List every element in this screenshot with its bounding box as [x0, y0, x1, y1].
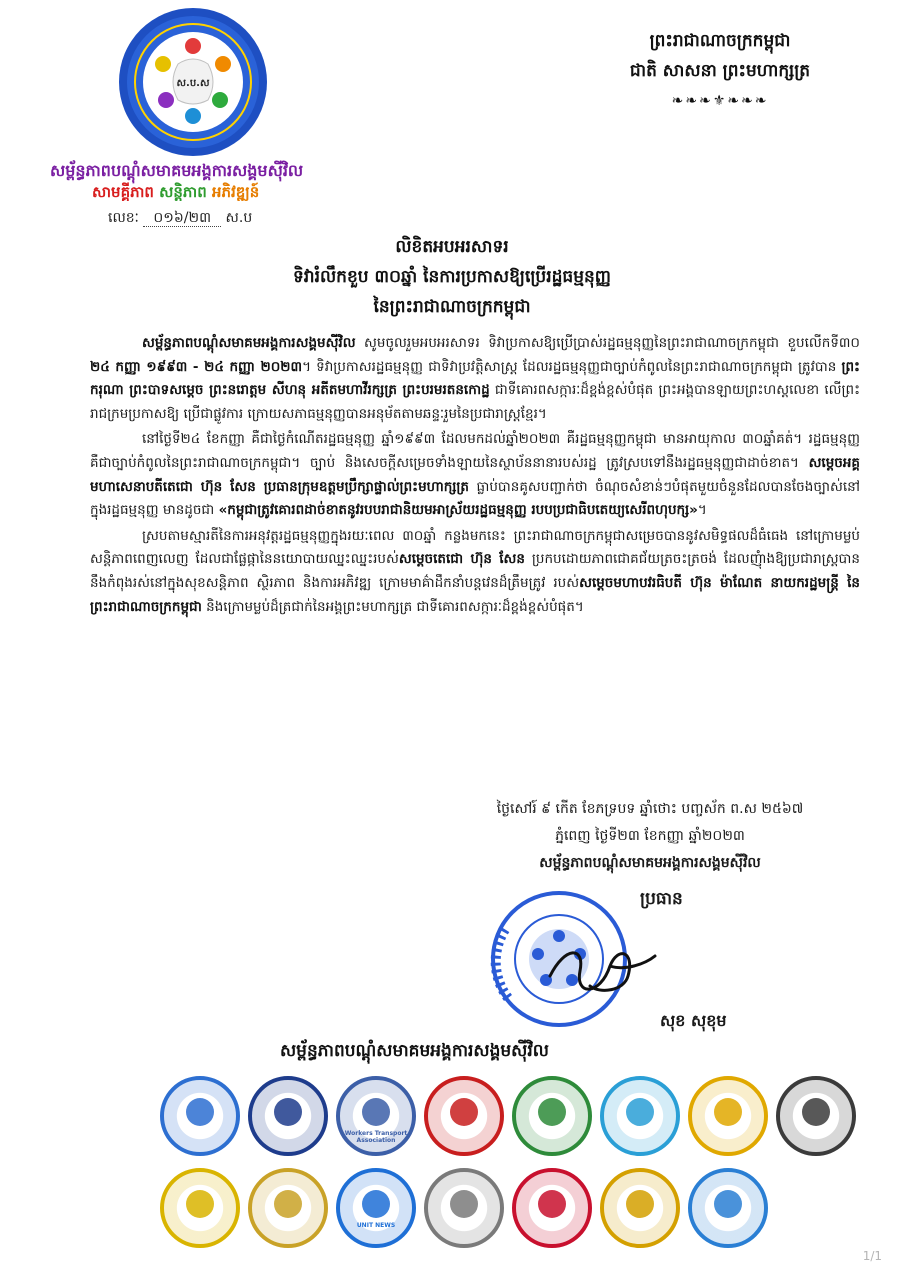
- member-logo-emblem: [274, 1190, 302, 1218]
- paragraph-2: [90, 428, 860, 522]
- text-run: និងក្រោមម្លប់ដ៏ត្រជាក់នៃអង្គព្រះមហាក្សត្រ ជាទីគោរពសក្ការៈដ៏ខ្ពង់ខ្ពស់បំផុត។: [201, 598, 584, 615]
- date-block: [450, 796, 850, 877]
- member-org-logo: [248, 1168, 328, 1248]
- member-org-logo: [600, 1168, 680, 1248]
- member-logo-emblem: [450, 1190, 478, 1218]
- bold-dates: ២៤ កញ្ញា ១៩៩៣ - ២៤ កញ្ញា ២០២៣: [90, 358, 303, 375]
- member-org-logo: [336, 1168, 416, 1248]
- member-logo-emblem: [626, 1190, 654, 1218]
- letter-title: [120, 232, 784, 322]
- member-logo-emblem: [626, 1098, 654, 1126]
- text-run: នៅថ្ងៃទី២៤ ខែកញ្ញា គឺជាថ្ងៃកំណើតរដ្ឋធម្មនុញ្ញ ឆ្នាំ១៩៩៣ ដែលមកដល់ឆ្នាំ២០២៣ គឺរដ្ឋធម្មនុញ្ញកម្ពុជា មានអាយុកាល ៣០ឆ្នាំគត់។ រដ្ឋធម្មនុញ្ញ គឺជាច្បាប់កំពូលនៃព្រះរាជាណាចក្រកម្ពុជា។ ច្បាប់ និងសេចក្តីសម្រេចទាំងឡាយនៃស្ថាប័ននានារបស់រដ្ឋ ត្រូវស្របទៅនឹងរដ្ឋធម្មនុញ្ញជាដាច់ខាត។: [90, 431, 860, 471]
- reference-number: [108, 208, 252, 229]
- ref-value: ០១៦/២៣: [143, 210, 221, 227]
- member-org-logo: [248, 1076, 328, 1156]
- logo-abbrev: ស.ប.ស: [176, 78, 210, 89]
- footer-org-name: សម្ព័ន្ធភាពបណ្តុំសមាគមអង្គការសង្គមស៊ីវិល: [280, 1041, 549, 1061]
- kingdom-line: ព្រះរាជាណាចក្រកម្ពុជា: [649, 31, 791, 51]
- org-motto: [92, 183, 352, 205]
- member-logo-text: UNIT NEWS: [356, 1222, 396, 1229]
- text-run: សូមចូលរួមអបអរសាទរ ទិវាប្រកាសឱ្យប្រើប្រាស់រដ្ឋធម្មនុញ្ញនៃព្រះរាជាណាចក្រកម្ពុជា ខួបលើកទី៣០: [355, 335, 860, 351]
- org-name-header: សម្ព័ន្ធភាពបណ្តុំសមាគមអង្គការសង្គមស៊ីវិល: [50, 161, 304, 180]
- motto-peace: សន្តិភាព: [159, 183, 207, 201]
- member-org-logo: [600, 1076, 680, 1156]
- president-title: ប្រធាន: [640, 889, 683, 909]
- member-logos-row-2: [160, 1168, 780, 1250]
- member-logo-emblem: [362, 1098, 390, 1126]
- paragraph-1: [90, 332, 860, 426]
- member-logos-row-1: [160, 1076, 780, 1158]
- member-logo-emblem: [538, 1098, 566, 1126]
- motto-solidarity: សាមគ្គីភាព: [92, 183, 154, 201]
- text-run: ។ ទិវាប្រកាសរដ្ឋធម្មនុញ្ញ ជាទិវាប្រវត្តិសាស្ត្រ ដែលរដ្ឋធម្មនុញ្ញជាច្បាប់កំពូលនៃព្រះរាជាណាចក្រកម្ពុជា ត្រូវបាន: [302, 358, 842, 375]
- ornament: ❧❧❧⚜❧❧❧: [671, 93, 769, 109]
- member-org-logo: [160, 1076, 240, 1156]
- letter-body: [90, 332, 860, 621]
- member-org-logo: [512, 1076, 592, 1156]
- text-run: ប្រកបដោយភាពជោគជ័យត្រចះត្រចង់ ដែលញុំាងឱ្យប្រជារាស្ត្របាននឹងកំពុងរស់នៅក្នុងសុខសន្តិភាព ស្ថិរភាព និងការអភិវឌ្ឍ ក្រោមមាគ៌ាដឹកនាំបន្តវេនដ៏ត្រឹមត្រូវ របស់: [90, 551, 860, 591]
- paragraph-3: [90, 525, 860, 619]
- kingdom-header: [600, 26, 840, 116]
- member-logo-emblem: [450, 1098, 478, 1126]
- bold-prime-minister: សម្តេចមហាបវរធិបតី ហ៊ុន ម៉ាណែត នាយករដ្ឋមន្ត្រី នៃព្រះរាជាណាចក្រកម្ពុជា: [90, 574, 860, 615]
- member-logo-emblem: [186, 1098, 214, 1126]
- member-org-logo: [160, 1168, 240, 1248]
- member-logo-text: Workers Transport Association: [344, 1130, 408, 1144]
- member-logo-emblem: [362, 1190, 390, 1218]
- member-logo-emblem: [714, 1098, 742, 1126]
- bold-king-name: ព្រះករុណា ព្រះបាទសម្តេច ព្រះនរោត្តម សីហនុ អតីតមហាវីរក្សត្រ ព្រះបរមរតនកោដ្ឋ: [90, 358, 860, 399]
- bold-quote: «កម្ពុជាត្រូវគោរពដាច់ខាតនូវរបបរាជានិយមអាស្រ័យរដ្ឋធម្មនុញ្ញ របបប្រជាធិបតេយ្យសេរីពហុបក្ស»: [218, 502, 698, 519]
- bold-pm-title: សម្តេចអគ្គមហាសេនាបតីតេជោ ហ៊ុន សែន ប្រធានក្រុមឧត្តមប្រឹក្សាផ្ទាល់ព្រះមហាក្សត្រ: [90, 454, 860, 495]
- bold-pm-name: សម្តេចតេជោ ហ៊ុន សែន: [398, 551, 525, 568]
- ref-suffix: ស.ប: [225, 210, 253, 226]
- member-org-logo: [512, 1168, 592, 1248]
- motto-development: អភិវឌ្ឍន៍: [211, 183, 260, 201]
- member-org-logo: [776, 1076, 856, 1156]
- title-line-3: នៃព្រះរាជាណាចក្រកម្ពុជា: [373, 297, 531, 317]
- member-org-logo: [424, 1076, 504, 1156]
- member-org-logo: [424, 1168, 504, 1248]
- text-run: ស្របតាមស្មារតីនៃការអនុវត្តរដ្ឋធម្មនុញ្ញក្នុងរយៈពេល ៣០ឆ្នាំ កន្លងមកនេះ ព្រះរាជាណាចក្រកម្ពុជាសម្រេចបាននូវសមិទ្ធផលដ៏ធំធេង នៅក្រោមម្លប់សន្តិភាពពេញលេញ ដែលជាផ្លែផ្កានៃនយោបាយឈ្នះឈ្នះរបស់: [90, 527, 860, 568]
- nation-religion-king: ជាតិ សាសនា ព្រះមហាក្សត្រ: [629, 61, 811, 81]
- signer-name: សុខ សុខុម: [660, 1011, 727, 1030]
- text-run: ជាទីគោរពសក្ការៈដ៏ខ្ពង់ខ្ពស់បំផុត ព្រះអង្គបានឡាយព្រះហស្តលេខា លើព្រះរាជក្រមប្រកាសឱ្យ ប្រើជាផ្លូវការ ក្រោយសភាធម្មនុញ្ញបានអនុម័តតាមឆន្ទៈរួមនៃប្រជារាស្ត្រខ្មែរ។: [90, 382, 860, 422]
- solar-date: ភ្នំពេញ ថ្ងៃទី២៣ ខែកញ្ញា ឆ្នាំ២០២៣: [555, 828, 745, 844]
- member-org-logo: [688, 1168, 768, 1248]
- title-line-2: ទិវារំលឹកខួប ៣០ឆ្នាំ នៃការប្រកាសឱ្យប្រើរដ្ឋធម្មនុញ្ញ: [293, 267, 611, 287]
- lunar-date: ថ្ងៃសៅរ៍ ៩ កើត ខែភទ្របទ ឆ្នាំថោះ បញ្ចស័ក ព.ស ២៥៦៧: [496, 801, 804, 817]
- member-logo-emblem: [802, 1098, 830, 1126]
- signing-org: សម្ព័ន្ធភាពបណ្តុំសមាគមអង្គការសង្គមស៊ីវិល: [539, 855, 761, 871]
- member-logo-emblem: [538, 1190, 566, 1218]
- member-org-logo: [688, 1076, 768, 1156]
- page-number: 1/1: [862, 1249, 882, 1263]
- text-run: ធ្លាប់បានគូសបញ្ជាក់ថា ចំណុចសំខាន់ៗបំផុតមួយចំនួនដែលបានចែងច្បាស់នៅក្នុងរដ្ឋធម្មនុញ្ញ មានដូចជា: [90, 478, 860, 519]
- member-logo-emblem: [274, 1098, 302, 1126]
- text-run: ។: [697, 502, 707, 519]
- member-logo-emblem: [714, 1190, 742, 1218]
- coalition-logo: [108, 4, 278, 160]
- member-logo-emblem: [186, 1190, 214, 1218]
- ref-label: លេខៈ: [108, 210, 139, 226]
- bold-org-name: សម្ព័ន្ធភាពបណ្តុំសមាគមអង្គការសង្គមស៊ីវិល: [142, 335, 356, 351]
- title-line-1: លិខិតអបអរសាទរ: [395, 237, 509, 257]
- member-org-logo: [336, 1076, 416, 1156]
- handwritten-signature: [540, 936, 660, 1006]
